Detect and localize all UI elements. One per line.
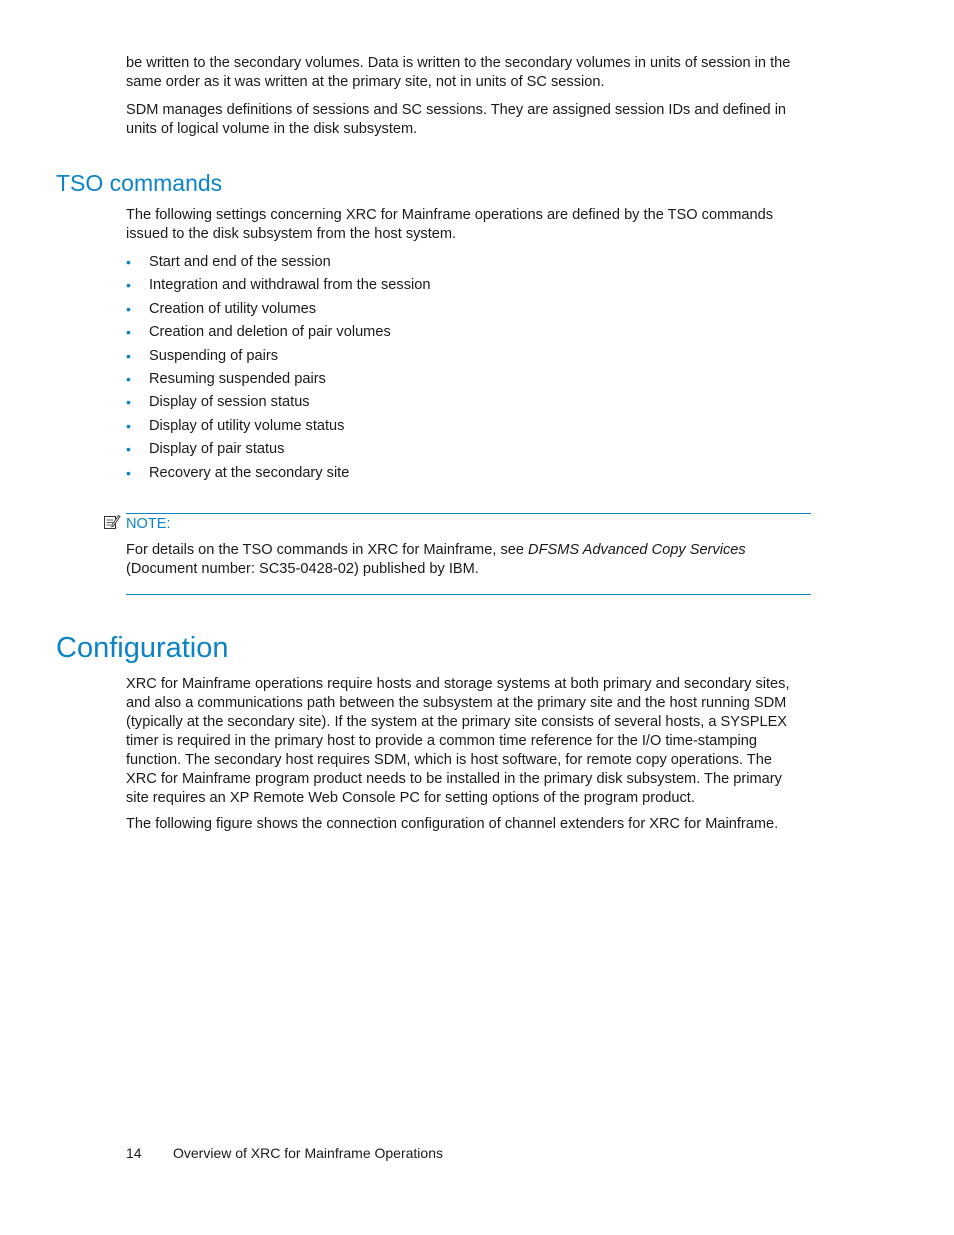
list-item: • Suspending of pairs <box>126 347 278 364</box>
list-item: • Resuming suspended pairs <box>126 370 326 387</box>
configuration-paragraph-1: XRC for Mainframe operations require hosts and storage systems at both primary and secondary sites, and also a communications path between the subsystem at the primary site and the host running SDM (typically at the secondary site). If the system at the primary site consists of several hosts, a SYSPLEX timer is required in the primary host to provide a common time reference for the I/O time-stamping function. The secondary host requires SDM, which is host software, for remote copy operations. The XRC for Mainframe program product needs to be installed in the primary disk subsystem. The primary site requires an XP Remote Web Console PC for setting options of the program product. <box>126 676 790 806</box>
note-icon <box>103 514 121 530</box>
note-bottom-rule <box>126 594 811 595</box>
list-item: • Creation of utility volumes <box>126 300 317 317</box>
configuration-paragraph-2: The following figure shows the connection configuration of channel extenders for XRC for Mainframe. <box>126 816 779 832</box>
footer-page-number: 14 <box>126 1145 142 1161</box>
bullet-icon: • <box>126 464 131 481</box>
list-item: • Display of utility volume status <box>126 417 345 434</box>
tso-settings-list <box>126 253 431 487</box>
bullet-icon: • <box>126 394 131 411</box>
list-item: • Integration and withdrawal from the session <box>126 277 431 294</box>
list-item: • Recovery at the secondary site <box>126 464 350 481</box>
intro-paragraph-2: SDM manages definitions of sessions and SC sessions. They are assigned session IDs and defined in units of logical volume in the disk subsystem. <box>126 102 787 137</box>
note-label: NOTE: <box>126 516 171 532</box>
list-item: • Start and end of the session <box>126 254 331 270</box>
note-text: For details on the TSO commands in XRC for Mainframe, see DFSMS Advanced Copy Services (Document number: SC35-0428-02) published by IBM. <box>126 542 746 577</box>
bullet-icon: • <box>126 347 131 364</box>
intro-paragraph-1: be written to the secondary volumes. Data is written to the secondary volumes in units of session in the same order as it was written at the primary site, not in units of SC session. <box>126 55 791 90</box>
bullet-icon: • <box>126 441 131 458</box>
note-top-rule <box>126 513 811 514</box>
bullet-icon: • <box>126 324 131 341</box>
list-item: • Display of pair status <box>126 441 285 458</box>
configuration-heading: Configuration <box>56 632 229 664</box>
bullet-icon: • <box>126 417 131 434</box>
bullet-icon: • <box>126 300 131 317</box>
bullet-icon: • <box>126 254 131 270</box>
footer-section-title: Overview of XRC for Mainframe Operations <box>173 1145 443 1161</box>
tso-commands-heading: TSO commands <box>56 170 223 196</box>
bullet-icon: • <box>126 277 131 294</box>
bullet-icon: • <box>126 370 131 387</box>
document-title-reference: DFSMS Advanced Copy Services <box>528 542 746 558</box>
list-item: • Display of session status <box>126 394 310 411</box>
list-item: • Creation and deletion of pair volumes <box>126 324 391 341</box>
tso-intro-paragraph: The following settings concerning XRC for Mainframe operations are defined by the TSO commands issued to the disk subsystem from the host system. <box>126 207 774 242</box>
